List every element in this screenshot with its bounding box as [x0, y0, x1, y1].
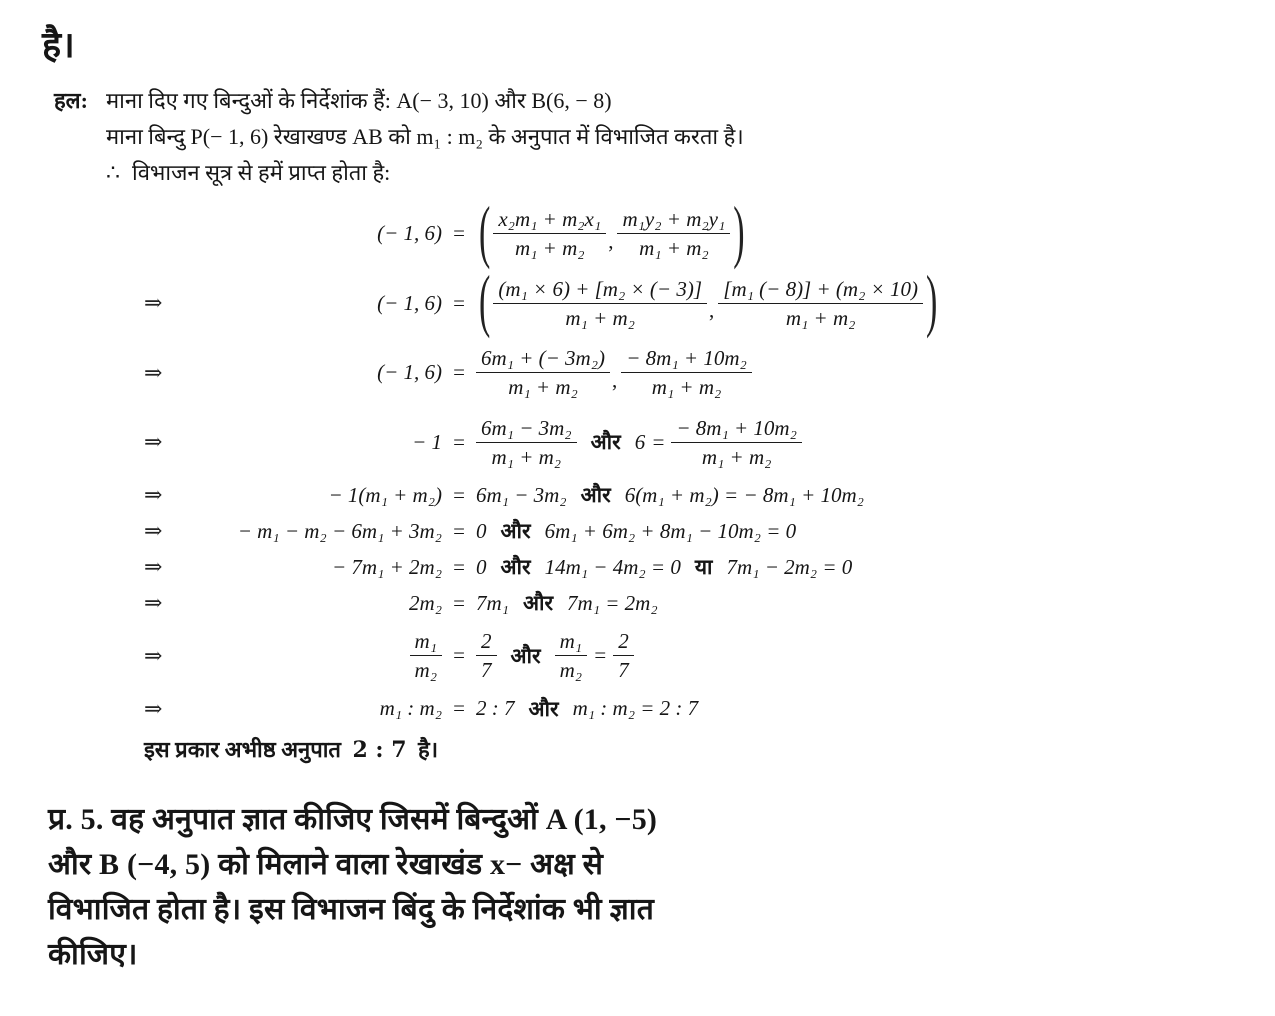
implies-arrow: ⇒ [144, 429, 163, 455]
eq8-equals: = [453, 590, 465, 615]
eq1-rhs [476, 194, 1245, 271]
fraction-numerator: m₁y₂ + m₂y₁ [617, 206, 730, 234]
fraction [617, 206, 730, 262]
eq10-second: m₁ : m₂ = 2 : 7 [572, 696, 699, 721]
and-word: और [500, 519, 531, 544]
question-line-1: प्र. 5. वह अनुपात ज्ञात कीजिए जिसमें बिन्दुओं A (1, −5) [48, 802, 658, 836]
implies-arrow: ⇒ [144, 695, 163, 721]
eq5-lhs: − 1(m₁ + m₂) [328, 482, 442, 507]
and-word: और [522, 591, 554, 616]
eq9-lhs [202, 628, 442, 684]
fraction [671, 415, 802, 471]
fraction-numerator: 6m₁ + (− 3m₂) [476, 345, 610, 373]
conclusion-ratio: 2 : 7 [352, 736, 407, 763]
eq8-lhs: 2m₂ [409, 590, 442, 615]
fraction-denominator: m₁ + m₂ [651, 375, 722, 400]
equation-row-10 [144, 691, 1245, 727]
conclusion-pre: इस प्रकार अभीष्ठ अनुपात [144, 736, 341, 762]
fraction-denominator: m₂ [559, 658, 583, 683]
fraction-numerator: − 8m₁ + 10m₂ [671, 415, 802, 443]
equation-row-7 [144, 549, 1245, 585]
fraction-numerator: 2 [613, 628, 634, 656]
fraction-numerator: m₁ [555, 628, 587, 656]
eq9-equals: = [453, 643, 465, 668]
and-word: और [510, 643, 541, 668]
eq1-equals: = [453, 221, 465, 246]
fraction [613, 628, 634, 684]
eq7-lhs: − 7m₁ + 2m₂ [331, 554, 442, 579]
fraction-numerator: [m₁ (− 8)] + (m₂ × 10) [718, 276, 923, 304]
eq4-rhs [476, 415, 1245, 471]
and-word: और [580, 483, 611, 508]
and-word: और [590, 430, 621, 455]
implies-arrow: ⇒ [144, 482, 163, 508]
equations-block [40, 194, 1245, 727]
equation-row-1 [144, 194, 1245, 271]
solution-paragraph [40, 83, 1245, 191]
fraction-numerator: x₂m₁ + m₂x₁ [493, 206, 606, 234]
conclusion-post: है। [418, 736, 439, 762]
fraction-denominator: m₁ + m₂ [508, 375, 578, 400]
equation-row-6 [144, 513, 1245, 549]
equation-row-9 [144, 621, 1245, 691]
page-top-word: है। [42, 24, 75, 66]
fraction [493, 276, 707, 332]
eq10-rhs-text: 2 : 7 [476, 696, 515, 721]
fraction-denominator: 7 [618, 658, 629, 683]
fraction-numerator: 2 [476, 628, 497, 656]
eq6-rhs-text: 0 [476, 518, 487, 543]
solution-line-2: माना बिन्दु P(− 1, 6) रेखाखण्ड AB को m₁ : m₂ के अनुपात में विभाजित करता है। [106, 124, 744, 150]
eq4-lhs2: 6 [634, 429, 646, 454]
comma: , [608, 228, 614, 253]
open-paren: ( [479, 194, 491, 271]
solution-label: हल: [54, 88, 88, 114]
fraction-denominator: m₁ + m₂ [785, 305, 856, 330]
eq5-equals: = [453, 482, 465, 507]
and-word: और [500, 555, 531, 580]
solution-lines [106, 83, 744, 191]
fraction-numerator: (m₁ × 6) + [m₂ × (− 3)] [493, 276, 707, 304]
equation-row-2 [144, 264, 1245, 341]
equation-row-5 [144, 477, 1245, 513]
eq5-second: 6(m₁ + m₂) = − 8m₁ + 10m₂ [624, 482, 864, 507]
fraction [476, 345, 610, 401]
eq6-second: 6m₁ + 6m₂ + 8m₁ − 10m₂ = 0 [544, 518, 797, 543]
eq4-equals: = [453, 429, 465, 454]
implies-arrow: ⇒ [144, 359, 163, 385]
equation-row-8 [144, 585, 1245, 621]
implies-arrow: ⇒ [144, 642, 163, 668]
or-word: या [694, 555, 713, 580]
solution-line-3 [106, 155, 744, 191]
fraction [476, 415, 577, 471]
eq2-equals: = [453, 290, 465, 315]
eq6-equals: = [453, 518, 465, 543]
fraction-denominator: m₁ + m₂ [491, 444, 562, 469]
fraction-denominator: m₂ [414, 658, 437, 683]
eq10-equals: = [453, 696, 465, 721]
fraction [621, 345, 752, 401]
eq6-lhs: − m₁ − m₂ − 6m₁ + 3m₂ [237, 518, 442, 543]
and-word: और [528, 696, 559, 721]
eq10-rhs [476, 695, 1245, 723]
eq4-lhs: − 1 [412, 429, 442, 454]
fraction-denominator: 7 [481, 658, 492, 683]
eq2-rhs [476, 264, 1245, 341]
eq3-lhs: (− 1, 6) [377, 360, 442, 385]
fraction-denominator: m₁ + m₂ [639, 236, 709, 261]
implies-arrow: ⇒ [144, 518, 163, 544]
equation-row-4 [144, 408, 1245, 478]
eq7-rhs [476, 553, 1245, 581]
comma: , [612, 367, 618, 392]
equation-row-3 [144, 338, 1245, 408]
conclusion-line [144, 733, 1245, 767]
eq7-third: 7m₁ − 2m₂ = 0 [726, 554, 853, 579]
fraction [476, 628, 497, 684]
solution-line-3-text: विभाजन सूत्र से हमें प्राप्त होता है: [132, 160, 391, 186]
therefore-symbol: ∴ [106, 160, 120, 186]
comma: , [709, 298, 715, 323]
eq10-lhs: m₁ : m₂ [379, 696, 442, 721]
close-paren: ) [926, 264, 938, 341]
eq7-equals: = [453, 554, 465, 579]
fraction [410, 628, 442, 684]
eq8-second: 7m₁ = 2m₂ [567, 590, 658, 615]
fraction-denominator: m₁ + m₂ [565, 305, 635, 330]
fraction [718, 276, 923, 332]
solution-line-1: माना दिए गए बिन्दुओं के निर्देशांक हैं: A(− 3, 10) और B(6, − 8) [106, 88, 612, 114]
question-line-2: और B (−4, 5) को मिलाने वाला रेखाखंड x− अक्ष से [48, 847, 604, 881]
eq1-lhs: (− 1, 6) [377, 221, 442, 246]
eq9-equals-2: = [593, 643, 608, 668]
fraction-denominator: m₁ + m₂ [514, 236, 585, 261]
eq6-rhs [476, 517, 1245, 545]
fraction [555, 628, 587, 684]
close-paren: ) [733, 194, 745, 271]
question-line-3: विभाजित होता है। इस विभाजन बिंदु के निर्देशांक भी ज्ञात [48, 892, 655, 926]
eq5-rhs-text: 6m₁ − 3m₂ [476, 482, 567, 507]
fraction-numerator: m₁ [410, 628, 442, 656]
eq9-rhs [476, 628, 1245, 684]
fraction [493, 206, 606, 262]
implies-arrow: ⇒ [144, 590, 163, 616]
eq8-rhs [476, 589, 1245, 617]
implies-arrow: ⇒ [144, 290, 163, 316]
open-paren: ( [479, 264, 491, 341]
eq7-rhs-text: 0 [476, 554, 487, 579]
fraction-numerator: 6m₁ − 3m₂ [476, 415, 577, 443]
eq2-lhs: (− 1, 6) [377, 290, 442, 315]
fraction-numerator: − 8m₁ + 10m₂ [621, 345, 752, 373]
question-5-block [48, 797, 1245, 977]
implies-arrow: ⇒ [144, 554, 163, 580]
eq8-rhs-text: 7m₁ [476, 590, 509, 615]
eq5-rhs [476, 481, 1245, 509]
eq3-equals: = [453, 360, 465, 385]
question-line-4: कीजिए। [48, 937, 138, 971]
fraction-denominator: m₁ + m₂ [701, 444, 772, 469]
eq4-equals-2: = [651, 429, 666, 454]
eq7-second: 14m₁ − 4m₂ = 0 [544, 554, 681, 579]
eq3-rhs [476, 345, 1245, 401]
